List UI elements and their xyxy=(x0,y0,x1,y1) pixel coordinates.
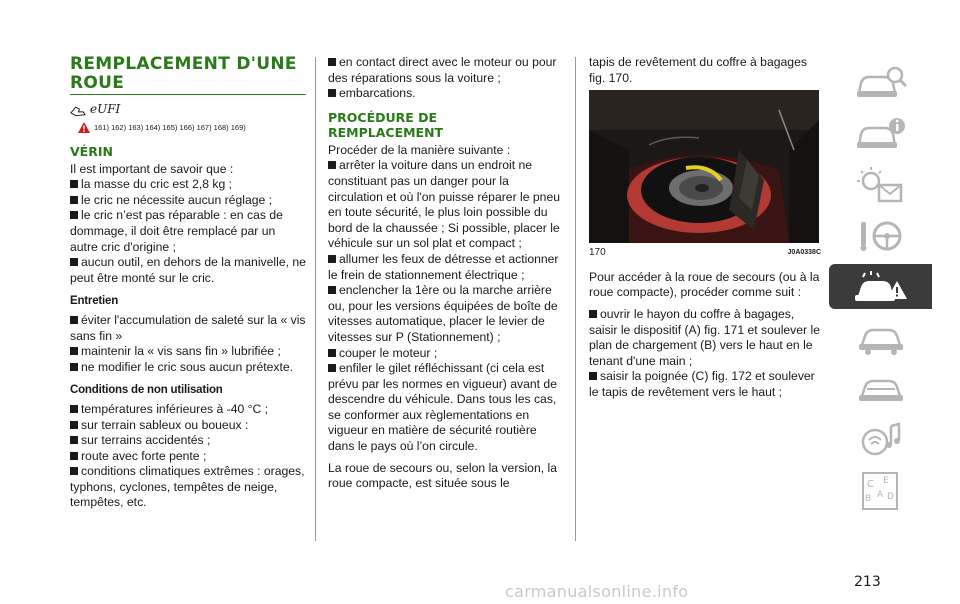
chapter-tab[interactable] xyxy=(829,162,932,207)
list-item: ouvrir le hayon du coffre à bagages, saisir le dispositif (A) fig. 171 et soulever le plan de chargement (B) vers le haut en le tenant d'une main ; xyxy=(589,306,820,368)
chapter-tab[interactable] xyxy=(829,366,932,411)
bullet-icon xyxy=(70,316,78,324)
figure-number: 170 xyxy=(589,247,606,259)
maintenance-heading: Entretien xyxy=(70,295,119,308)
bullet-icon xyxy=(70,405,78,413)
car-emergency-icon xyxy=(851,267,911,307)
bullet-icon xyxy=(589,372,597,380)
jack-heading: VÉRIN xyxy=(70,143,113,159)
lights-message-icon xyxy=(851,165,911,205)
spare-wheel-paragraph: La roue de secours ou, selon la version, la roue compacte, est située sous le xyxy=(328,460,557,491)
svg-text:E: E xyxy=(882,475,889,486)
title-rule xyxy=(70,94,306,95)
bullet-icon xyxy=(328,255,336,263)
spare-wheel-figure xyxy=(589,90,819,243)
warning-references: 161) 162) 163) 164) 165) 166) 167) 168) 169) xyxy=(78,120,306,136)
list-item: sur terrain sableux ou boueux : xyxy=(70,418,306,434)
column-1 xyxy=(70,55,306,511)
list-item: couper le moteur ; xyxy=(328,346,564,362)
access-paragraph: Pour accéder à la roue de secours (ou à la roue compacte), procéder comme suit : xyxy=(589,269,820,300)
list-item: enfiler le gilet réfléchissant (ci cela est prévu par les normes en vigueur) avant de descendre du véhicule. Dans tous les cas, se conformer aux règlementations en vigueur en matière de sécurité routière dans le pays où l’on circule. xyxy=(328,361,557,454)
steering-wheel-icon xyxy=(851,216,911,256)
svg-text:B: B xyxy=(864,493,871,504)
car-maintenance-icon xyxy=(851,318,911,358)
list-item: conditions climatiques extrêmes : orages, typhons, cyclones, tempêtes de neige, tempêtes, etc. xyxy=(70,464,305,510)
svg-text:C: C xyxy=(866,478,874,490)
car-search-icon xyxy=(851,63,911,103)
bullet-icon xyxy=(70,180,78,188)
figure-caption xyxy=(589,245,821,261)
multimedia-icon xyxy=(851,420,911,460)
chapter-tab[interactable] xyxy=(829,111,932,156)
section-title: REMPLACEMENT D'UNE ROUE xyxy=(70,54,297,93)
chapter-tab[interactable] xyxy=(829,60,932,105)
bullet-icon xyxy=(70,436,78,444)
figure-code: J0A0338C xyxy=(787,249,821,257)
column-divider xyxy=(575,57,576,541)
car-info-icon xyxy=(851,114,911,154)
svg-text:A: A xyxy=(876,489,883,500)
list-item: ne modifier le cric sous aucun prétexte. xyxy=(70,360,306,376)
index-abc-icon xyxy=(851,469,911,513)
bullet-icon xyxy=(70,421,78,429)
car-specs-icon xyxy=(851,369,911,409)
svg-text:D: D xyxy=(886,491,894,502)
list-item: arrêter la voiture dans un endroit ne constituant pas un danger pour la circulation et où l'on puisse réparer le pneu en toute sécurité, le plus loin possible du bord de la chaussée ; Si possible, placer le véhicule sur un sol plat et compact ; xyxy=(328,158,560,251)
bullet-icon xyxy=(328,349,336,357)
bullet-icon xyxy=(70,363,78,371)
list-item: enclencher la 1ère ou la marche arrière ou, pour les versions équipées de boîte de vitesses automatique, placer le levier de vitesses sur P (Stationnement) ; xyxy=(328,283,558,344)
bullet-icon xyxy=(328,161,336,169)
list-item: embarcations. xyxy=(328,86,564,102)
column-divider xyxy=(315,57,316,541)
logo-text: eUFI xyxy=(90,102,121,117)
jack-intro: Il est important de savoir que : xyxy=(70,161,234,176)
column-3 xyxy=(589,55,821,401)
list-item: route avec forte pente ; xyxy=(70,449,306,465)
chapter-tab-active[interactable] xyxy=(829,264,932,309)
list-item: sur terrains accidentés ; xyxy=(70,433,306,449)
bullet-icon xyxy=(70,452,78,460)
bullet-icon xyxy=(70,258,78,266)
list-item: aucun outil, en dehors de la manivelle, ne peut être monté sur le cric. xyxy=(70,255,306,285)
list-item: le cric n’est pas réparable : en cas de dommage, il doit être remplacé par un autre cric d'origine ; xyxy=(70,208,283,254)
bullet-icon xyxy=(328,364,336,372)
warning-triangle-icon xyxy=(78,122,90,133)
procedure-intro: Procéder de la manière suivante : xyxy=(328,142,511,157)
column-2 xyxy=(328,55,564,492)
list-item: éviter l'accumulation de saleté sur la « vis sans fin » xyxy=(70,312,306,343)
list-item: le cric ne nécessite aucun réglage ; xyxy=(70,193,306,209)
watermark: carmanualsonline.info xyxy=(505,582,689,601)
bullet-icon xyxy=(589,310,597,318)
bullet-icon xyxy=(328,58,336,66)
bullet-icon xyxy=(70,347,78,355)
warning-logo-row xyxy=(70,102,306,118)
bullet-icon xyxy=(328,89,336,97)
bullet-icon xyxy=(70,467,78,475)
chapter-tab[interactable] xyxy=(829,417,932,462)
list-item: maintenir la « vis sans fin » lubrifiée ; xyxy=(70,344,306,360)
list-item: températures inférieures à -40 °C ; xyxy=(70,402,306,418)
page-number: 213 xyxy=(854,574,881,590)
chapter-tab[interactable] xyxy=(829,468,932,513)
trunk-spare-wheel-image xyxy=(589,90,819,243)
list-item: la masse du cric est 2,8 kg ; xyxy=(70,177,306,193)
conditions-heading: Conditions de non utilisation xyxy=(70,384,223,397)
bullet-icon xyxy=(70,211,78,219)
list-item: saisir la poignée (C) fig. 172 et soulever le tapis de revêtement vers le haut ; xyxy=(589,369,815,399)
chapter-sidebar xyxy=(829,60,932,519)
chapter-tab[interactable] xyxy=(829,315,932,360)
bullet-icon xyxy=(70,196,78,204)
chapter-tab[interactable] xyxy=(829,213,932,258)
list-item: allumer les feux de détresse et actionner le frein de stationnement électrique ; xyxy=(328,251,559,282)
procedure-heading: PROCÉDURE DE REMPLACEMENT xyxy=(328,109,444,140)
hand-book-icon xyxy=(70,102,87,118)
trunk-paragraph: tapis de revêtement du coffre à bagages fig. 170. xyxy=(589,55,807,85)
list-item: en contact direct avec le moteur ou pour des réparations sous la voiture ; xyxy=(328,55,557,85)
bullet-icon xyxy=(328,286,336,294)
